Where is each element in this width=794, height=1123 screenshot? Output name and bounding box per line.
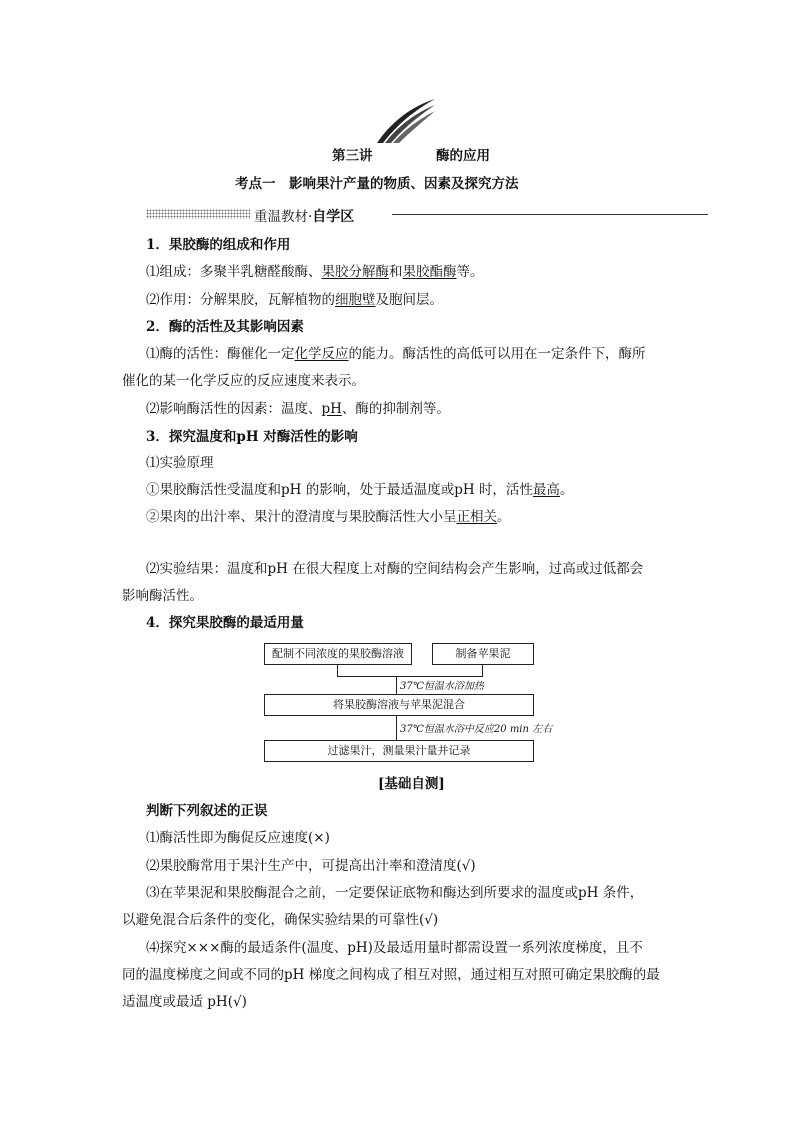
heading-2: 2．酶的活性及其影响因素: [146, 319, 304, 335]
flow-connector: [482, 665, 483, 676]
flow-connector: [396, 716, 397, 740]
lecture-number: 第三讲: [332, 148, 373, 164]
selftest-q4-cont2: 适温度或最适 pH(√): [122, 994, 247, 1010]
item-2a-cont: 催化的某一化学反应的反应速度来表示。: [122, 373, 365, 389]
flow-box-mix: 将果胶酶溶液与苹果泥混合: [264, 694, 534, 716]
selftest-q2: ⑵果胶酶常用于果汁生产中，可提高出汁率和澄清度(√): [146, 858, 476, 874]
section-label: 重温教材·自学区: [254, 209, 355, 225]
selftest-q1: ⑴酶活性即为酶促反应速度(×): [146, 830, 330, 846]
selftest-q4-cont: 同的温度梯度之间或不同的pH 梯度之间构成了相互对照，通过相互对照可确定果胶酶的最: [122, 967, 660, 983]
flow-box-prepare-apple: 制备苹果泥: [432, 643, 534, 665]
flow-connector: [337, 665, 338, 676]
dotted-pattern: [146, 209, 250, 219]
heading-1: 1．果胶酶的组成和作用: [146, 237, 291, 253]
flow-box-filter: 过滤果汁，测量果汁量并记录: [264, 740, 534, 762]
swoosh-logo-icon: [375, 97, 437, 145]
item-2b: ⑵影响酶活性的因素：温度、pH、酶的抑制剂等。: [146, 401, 450, 417]
flow-label-reaction: 37℃恒温水浴中反应20 min 左右: [400, 724, 553, 735]
flow-connector: [396, 676, 397, 694]
section-header: [146, 205, 708, 223]
item-3d-cont: 影响酶活性。: [122, 588, 203, 604]
selftest-q3: ⑶在苹果泥和果胶酶混合之前，一定要保证底物和酶达到所要求的温度或pH 条件，: [146, 885, 644, 901]
page-subtitle: 考点一 影响果汁产量的物质、因素及探究方法: [235, 176, 519, 192]
selftest-q3-cont: 以避免混合后条件的变化，确保实验结果的可靠性(√): [122, 912, 439, 928]
section-rule: [392, 214, 708, 215]
heading-3: 3．探究温度和pH 对酶活性的影响: [146, 429, 358, 445]
item-3d: ⑵实验结果：温度和pH 在很大程度上对酶的空间结构会产生影响，过高或过低都会: [146, 561, 644, 577]
lecture-topic: 酶的应用: [436, 148, 490, 164]
item-3a: ⑴实验原理: [146, 455, 214, 471]
flow-label-heating: 37℃恒温水浴加热: [400, 681, 484, 692]
heading-4: 4．探究果胶酶的最适用量: [146, 615, 304, 631]
selftest-q4: ⑷探究×××酶的最适条件(温度、pH)及最适用量时都需设置一系列浓度梯度，且不: [146, 940, 643, 956]
flow-box-prepare-enzyme: 配制不同浓度的果胶酶溶液: [264, 643, 412, 665]
item-1b: ⑵作用：分解果胶，瓦解植物的细胞壁及胞间层。: [146, 292, 443, 308]
item-3c: ②果肉的出汁率、果汁的澄清度与果胶酶活性大小呈正相关。: [146, 509, 511, 525]
selftest-intro: 判断下列叙述的正误: [146, 803, 268, 819]
selftest-heading: [基础自测]: [378, 776, 445, 792]
item-1a: ⑴组成：多聚半乳糖醛酸酶、果胶分解酶和果胶酯酶等。: [146, 264, 484, 280]
item-2a: ⑴酶的活性：酶催化一定化学反应的能力。酶活性的高低可以用在一定条件下，酶所: [146, 346, 646, 362]
item-3b: ①果胶酶活性受温度和pH 的影响，处于最适温度或pH 时，活性最高。: [146, 482, 574, 498]
